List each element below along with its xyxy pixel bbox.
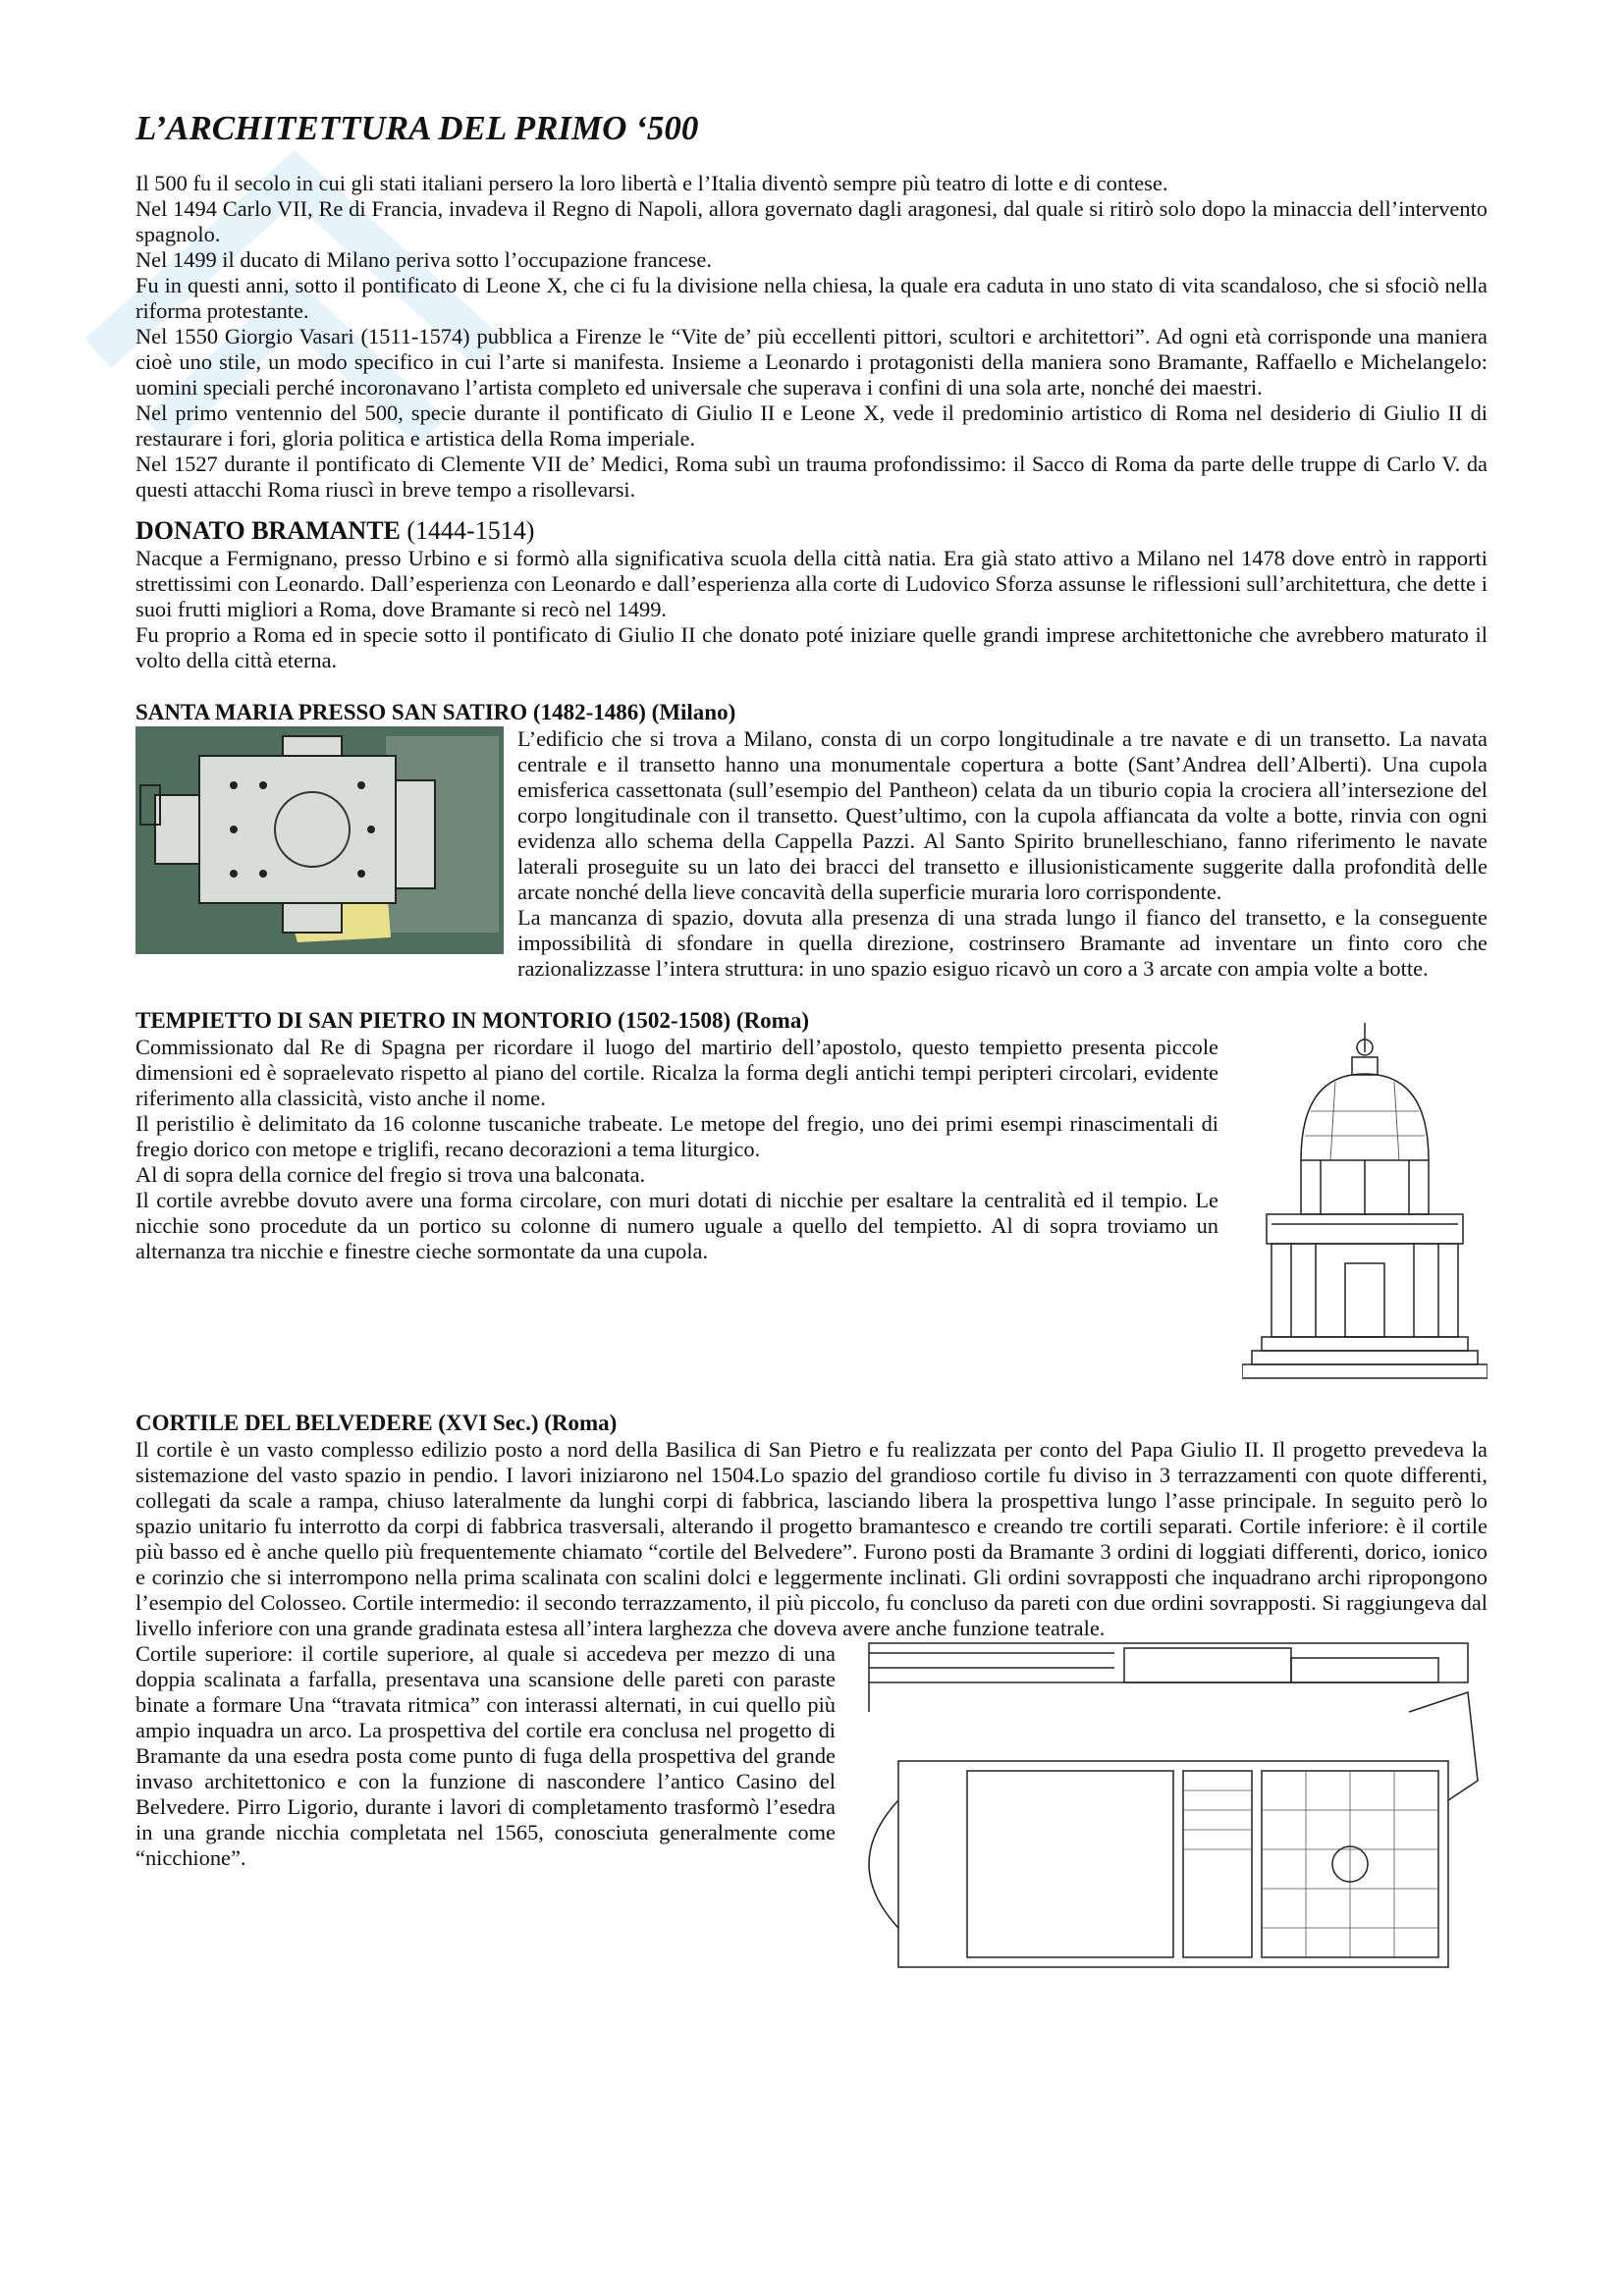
tempietto-drawing-image xyxy=(1242,1013,1488,1396)
intro-paragraph: Il 500 fu il secolo in cui gli stati italiani persero la loro libertà e l’Italia diventò sempre più teatro di lotte e di contese. xyxy=(135,171,1168,195)
bramante-paragraph: Fu proprio a Roma ed in specie sotto il pontificato di Giulio II che donato poté iniziare quelle grandi imprese architettoniche che avrebbero maturato il volto della città eterna. xyxy=(135,622,1488,672)
satiro-plan-image xyxy=(135,726,504,954)
tempietto-paragraph: Il cortile avrebbe dovuto avere una forma circolare, con muri dotati di nicchie per esaltare la centralità ed il tempio. Le nicchie sono procedute da un portico su colonne di numero uguale a quello del tempietto. Al di sopra troviamo un alternanza tra nicchie e finestre cieche sormontate da una cupola. xyxy=(135,1188,1218,1263)
intro-paragraph: Fu in questi anni, sotto il pontificato di Leone X, che ci fu la divisione nella chiesa, la quale era caduta in uno stato di vita scandaloso, che si sfociò nella riforma protestante. xyxy=(135,273,1488,323)
belvedere-paragraph: Il cortile è un vasto complesso edilizio posto a nord della Basilica di San Pietro e fu realizzata per conto del Papa Giulio II. Il progetto prevedeva la sistemazione del vasto spazio in pendio. I lavori iniziarono nel 1504.Lo spazio del grandioso cortile fu diviso in 3 terrazzamenti con quote differenti, collegati da scale a rampa, chiuso lateralmente da lunghi corpi di fabbrica, lasciando libera la prospettiva lungo l’asse principale. In seguito però lo spazio unitario fu interrotto da corpi di fabbrica trasversali, alterando il progetto bramantesco e creando tre cortili separati. Cortile inferiore: è il cortile più basso ed è anche quello più frequentemente chiamato “cortile del Belvedere”. Furono posti da Bramante 3 ordini di loggiati differenti, dorico, ionico e corinzio che si interrompono nella prima scalinata con scalini dolci e leggermente inclinati. Gli ordini sovrapposti che inquadrano archi ripropongono l’esempio del Colosseo. Cortile intermedio: il secondo terrazzamento, il più piccolo, fu concluso da pareti con due ordini sovrapposti. Si raggiungeva dal livello inferiore con una grande gradinata estesa all’intera larghezza che doveva avere anche funzione teatrale. xyxy=(135,1437,1488,1640)
bramante-dates: (1444-1514) xyxy=(406,516,535,545)
intro-paragraph: Nel primo ventennio del 500, specie durante il pontificato di Giulio II e Leone X, vede il predominio artistico di Roma nel desiderio di Giulio II di restaurare i fori, gloria politica e artistica della Roma imperiale. xyxy=(135,400,1488,451)
tempietto-section xyxy=(135,1035,1488,1402)
intro-paragraph: Nel 1499 il ducato di Milano periva sotto l’occupazione francese. xyxy=(135,247,712,272)
bramante-heading xyxy=(135,516,1488,546)
satiro-paragraph: La mancanza di spazio, dovuta alla presenza di una strada lungo il fianco del transetto, e la conseguente impossibilità di sfondare in quella direzione, costrinsero Bramante ad inventare un finto coro che razionalizzasse l’intera struttura: in uno spazio esiguo ricavò un coro a 3 arcate con ampia volte a botte. xyxy=(517,905,1488,981)
belvedere-plan-image xyxy=(859,1624,1488,2006)
intro-paragraph: Nel 1550 Giorgio Vasari (1511-1574) pubblica a Firenze le “Vite de’ più eccellenti pittori, scultori e architettori”. Ad ogni età corrisponde una maniera cioè uno stile, un modo specifico in cui l’arte si manifesta. Insieme a Leonardo i protagonisti della maniera sono Bramante, Raffaello e Michelangelo: uomini speciali perché incoronavano l’artista completo ed universale che superava i confini di una sola arte, nonché dei maestri. xyxy=(135,324,1488,400)
belvedere-section xyxy=(135,1641,1488,2012)
tempietto-paragraph: Al di sopra della cornice del fregio si trova una balconata. xyxy=(135,1162,646,1187)
intro-paragraph: Nel 1494 Carlo VII, Re di Francia, invadeva il Regno di Napoli, allora governato dagli aragonesi, dal quale si ritirò solo dopo la minaccia dell’intervento spagnolo. xyxy=(135,196,1488,246)
tempietto-paragraph: Il peristilio è delimitato da 16 colonne tuscaniche trabeate. Le metope del fregio, uno dei primi esempi rinascimentali di fregio dorico con metope e triglifi, recano decorazioni a tema liturgico. xyxy=(135,1111,1218,1161)
page-title: L’ARCHITETTURA DEL PRIMO ‘500 xyxy=(135,109,699,147)
tempietto-paragraph: Commissionato dal Re di Spagna per ricordare il luogo del martirio dell’apostolo, questo tempietto presenta piccole dimensioni ed è sopraelevato rispetto al piano del cortile. Ricalza la forma degli antichi tempi peripteri circolari, evidente riferimento alla classicità, visto anche il nome. xyxy=(135,1035,1218,1110)
bramante-paragraph: Nacque a Fermignano, presso Urbino e si formò alla significativa scuola della città natia. Era già stato attivo a Milano nel 1478 dove entrò in rapporti strettissimi con Leonardo. Dall’esperienza con Leonardo e dall’esperienza alla corte di Ludovico Sforza assunse le riflessioni sull’architettura, che dette i suoi frutti migliori a Roma, dove Bramante si recò nel 1499. xyxy=(135,546,1488,621)
intro-section xyxy=(135,171,1488,503)
bramante-name: DONATO BRAMANTE xyxy=(135,516,401,545)
satiro-section xyxy=(135,726,1488,982)
belvedere-heading: CORTILE DEL BELVEDERE (XVI Sec.) (Roma) xyxy=(135,1411,618,1435)
belvedere-paragraph: Cortile superiore: il cortile superiore, al quale si accedeva per mezzo di una doppia scalinata a farfalla, presentava una scansione delle pareti con paraste binate a formare Una “travata ritmica” con interassi alternati, in cui quello più ampio inquadra un arco. La prospettiva del cortile era conclusa nel progetto di Bramante da una esedra posta come punto di fuga della prospettiva del grande invaso architettonico e con la funzione di nascondere l’antico Casino del Belvedere. Pirro Ligorio, durante i lavori di completamento trasformò l’esedra in una grande nicchia completata nel 1565, conosciuta generalmente come “nicchione”. xyxy=(135,1641,836,1870)
intro-paragraph: Nel 1527 durante il pontificato di Clemente VII de’ Medici, Roma subì un trauma profondissimo: il Sacco di Roma da parte delle truppe di Carlo V. da questi attacchi Roma riuscì in breve tempo a risollevarsi. xyxy=(135,452,1488,502)
document-page xyxy=(135,108,1488,2012)
satiro-paragraph: L’edificio che si trova a Milano, consta di un corpo longitudinale a tre navate e di un transetto. La navata centrale e il transetto hanno una monumentale copertura a botte (Sant’Andrea dell’Alberti). Una cupola emisferica cassettonata (sull’esempio del Pantheon) celata da un tiburio copia la crociera all’intersezione del corpo longitudinale con il transetto. Quest’ultimo, con la cupola affiancata da volte a botte, rinvia con ogni evidenza allo schema della Cappella Pazzi. Al Santo Spirito brunelleschiano, fanno riferimento le navate laterali proseguite su un lato dei bracci del transetto e illusionisticamente suggerite dalla profondità delle arcate nonché della lieve concavità della superficie muraria loro corrispondente. xyxy=(517,726,1488,904)
tempietto-heading: TEMPIETTO DI SAN PIETRO IN MONTORIO (1502-1508) (Roma) xyxy=(135,1008,809,1033)
satiro-heading: SANTA MARIA PRESSO SAN SATIRO (1482-1486) (Milano) xyxy=(135,700,736,724)
